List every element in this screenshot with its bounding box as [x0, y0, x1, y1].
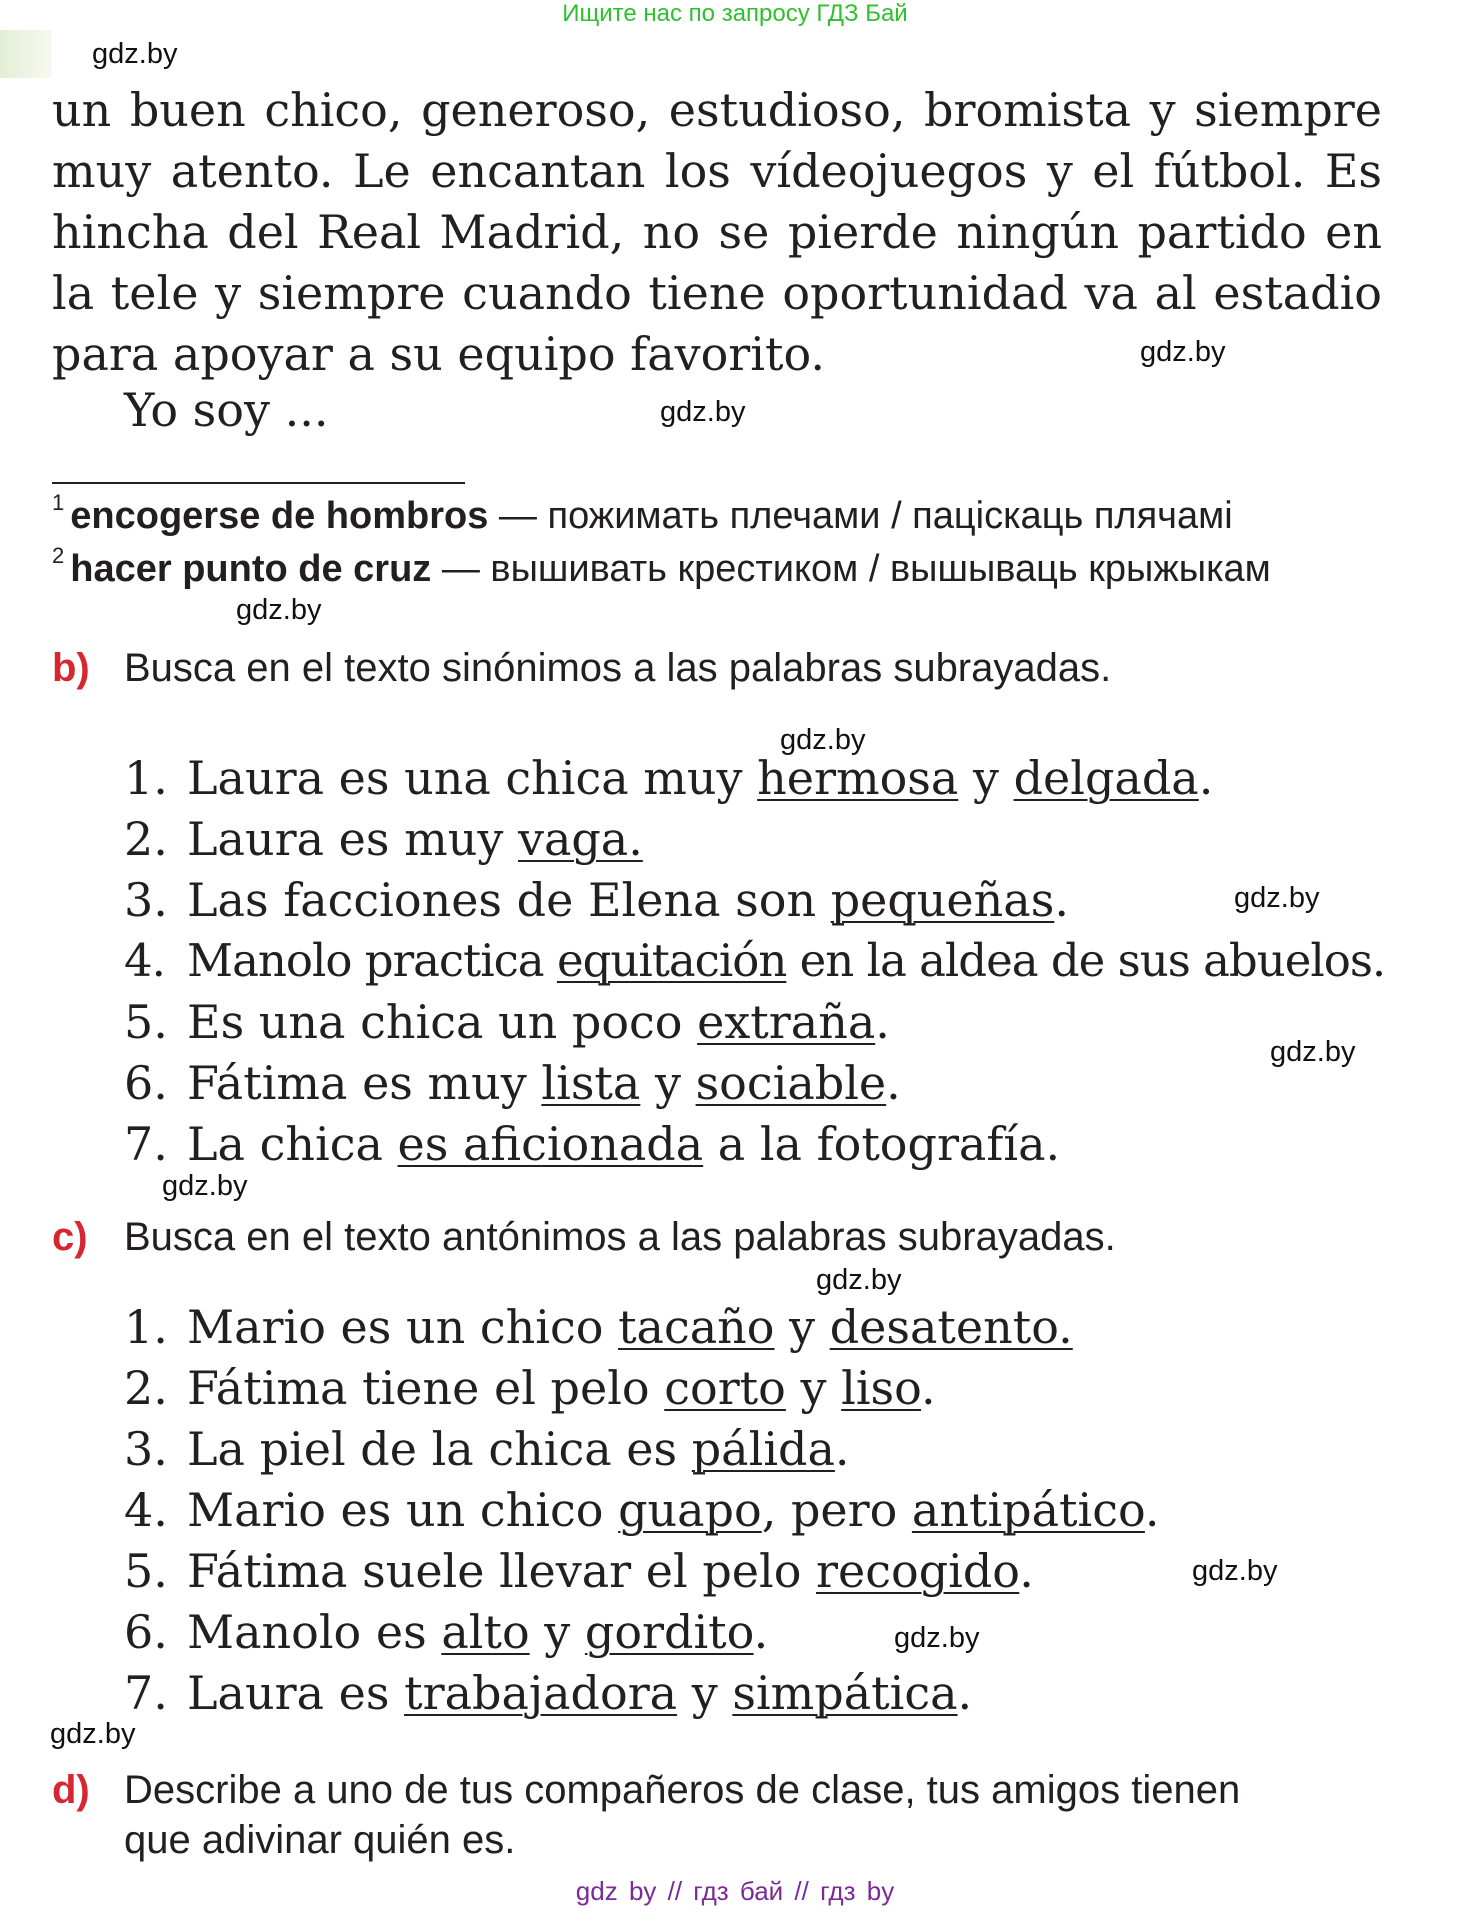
paragraph-line: la tele y siempre cuando tiene oportunidad va al estadio	[52, 266, 1382, 320]
footnote-number: 1	[52, 490, 65, 515]
footnote-translation: — пожимать плечами / паціскаць плячамі	[488, 495, 1233, 537]
footnote-term: hacer punto de cruz	[70, 548, 432, 590]
exercise-item: 3. La piel de la chica es pálida.	[124, 1422, 850, 1476]
watermark: gdz.by	[162, 1170, 248, 1202]
exercise-item: 4. Manolo practica equitación en la aldea de sus abuelos.	[124, 934, 1386, 987]
corner-decoration	[0, 30, 52, 78]
section-d-label: d)	[52, 1768, 90, 1812]
exercise-item: 6. Fátima es muy lista y sociable.	[124, 1056, 901, 1110]
paragraph-line: un buen chico, generoso, estudioso, bromista y siempre	[52, 83, 1382, 137]
top-banner[interactable]: Ищите нас по запросу ГДЗ Бай	[562, 0, 908, 27]
yo-soy-line: Yo soy ...	[124, 383, 329, 437]
paragraph-line: para apoyar a su equipo favorito.	[52, 327, 825, 381]
paragraph-line: hincha del Real Madrid, no se pierde ningún partido en	[52, 205, 1382, 259]
exercise-item: 1. Mario es un chico tacaño y desatento.	[124, 1300, 1073, 1354]
footnote-1	[52, 490, 1382, 538]
exercise-item: 7. Laura es trabajadora y simpática.	[124, 1666, 973, 1720]
section-c-instruction: Busca en el texto antónimos a las palabras subrayadas.	[124, 1215, 1116, 1259]
watermark: gdz.by	[236, 594, 322, 626]
watermark: gdz.by	[1140, 336, 1226, 368]
watermark: gdz.by	[1192, 1555, 1278, 1587]
footnote-translation: — вышивать крестиком / вышываць крыжыкам	[431, 548, 1271, 590]
watermark: gdz.by	[1270, 1036, 1356, 1068]
footer-links[interactable]: gdz by // гдз бай // гдз by	[575, 1876, 895, 1906]
exercise-item: 7. La chica es aficionada a la fotografía.	[124, 1117, 1061, 1171]
exercise-item: 5. Fátima suele llevar el pelo recogido.	[124, 1544, 1034, 1598]
watermark: gdz.by	[780, 724, 866, 756]
paragraph-line: muy atento. Le encantan los vídeojuegos y el fútbol. Es	[52, 144, 1382, 198]
exercise-item: 2. Laura es muy vaga.	[124, 812, 643, 866]
section-b-label: b)	[52, 646, 90, 690]
section-b-instruction: Busca en el texto sinónimos a las palabras subrayadas.	[124, 646, 1112, 690]
footnote-term: encogerse de hombros	[70, 495, 489, 537]
watermark: gdz.by	[894, 1622, 980, 1654]
exercise-item: 3. Las facciones de Elena son pequeñas.	[124, 873, 1069, 927]
footnote-divider	[52, 482, 465, 484]
watermark: gdz.by	[92, 38, 178, 70]
watermark: gdz.by	[1234, 882, 1320, 914]
watermark: gdz.by	[50, 1718, 136, 1750]
exercise-item: 5. Es una chica un poco extraña.	[124, 995, 890, 1049]
footnote-number: 2	[52, 543, 65, 568]
exercise-item: 2. Fátima tiene el pelo corto y liso.	[124, 1361, 936, 1415]
exercise-item: 6. Manolo es alto y gordito.	[124, 1605, 769, 1659]
footnote-2	[52, 543, 1382, 591]
text-paragraph	[52, 80, 1382, 385]
exercise-item: 4. Mario es un chico guapo, pero antipático.	[124, 1483, 1160, 1537]
section-d-instruction-line-1: Describe a uno de tus compañeros de clase, tus amigos tienen	[124, 1768, 1241, 1812]
exercise-item: 1. Laura es una chica muy hermosa y delgada.	[124, 751, 1214, 805]
watermark: gdz.by	[660, 396, 746, 428]
section-d-instruction-line-2: que adivinar quién es.	[124, 1818, 516, 1862]
watermark: gdz.by	[816, 1264, 902, 1296]
section-c-label: c)	[52, 1215, 88, 1259]
